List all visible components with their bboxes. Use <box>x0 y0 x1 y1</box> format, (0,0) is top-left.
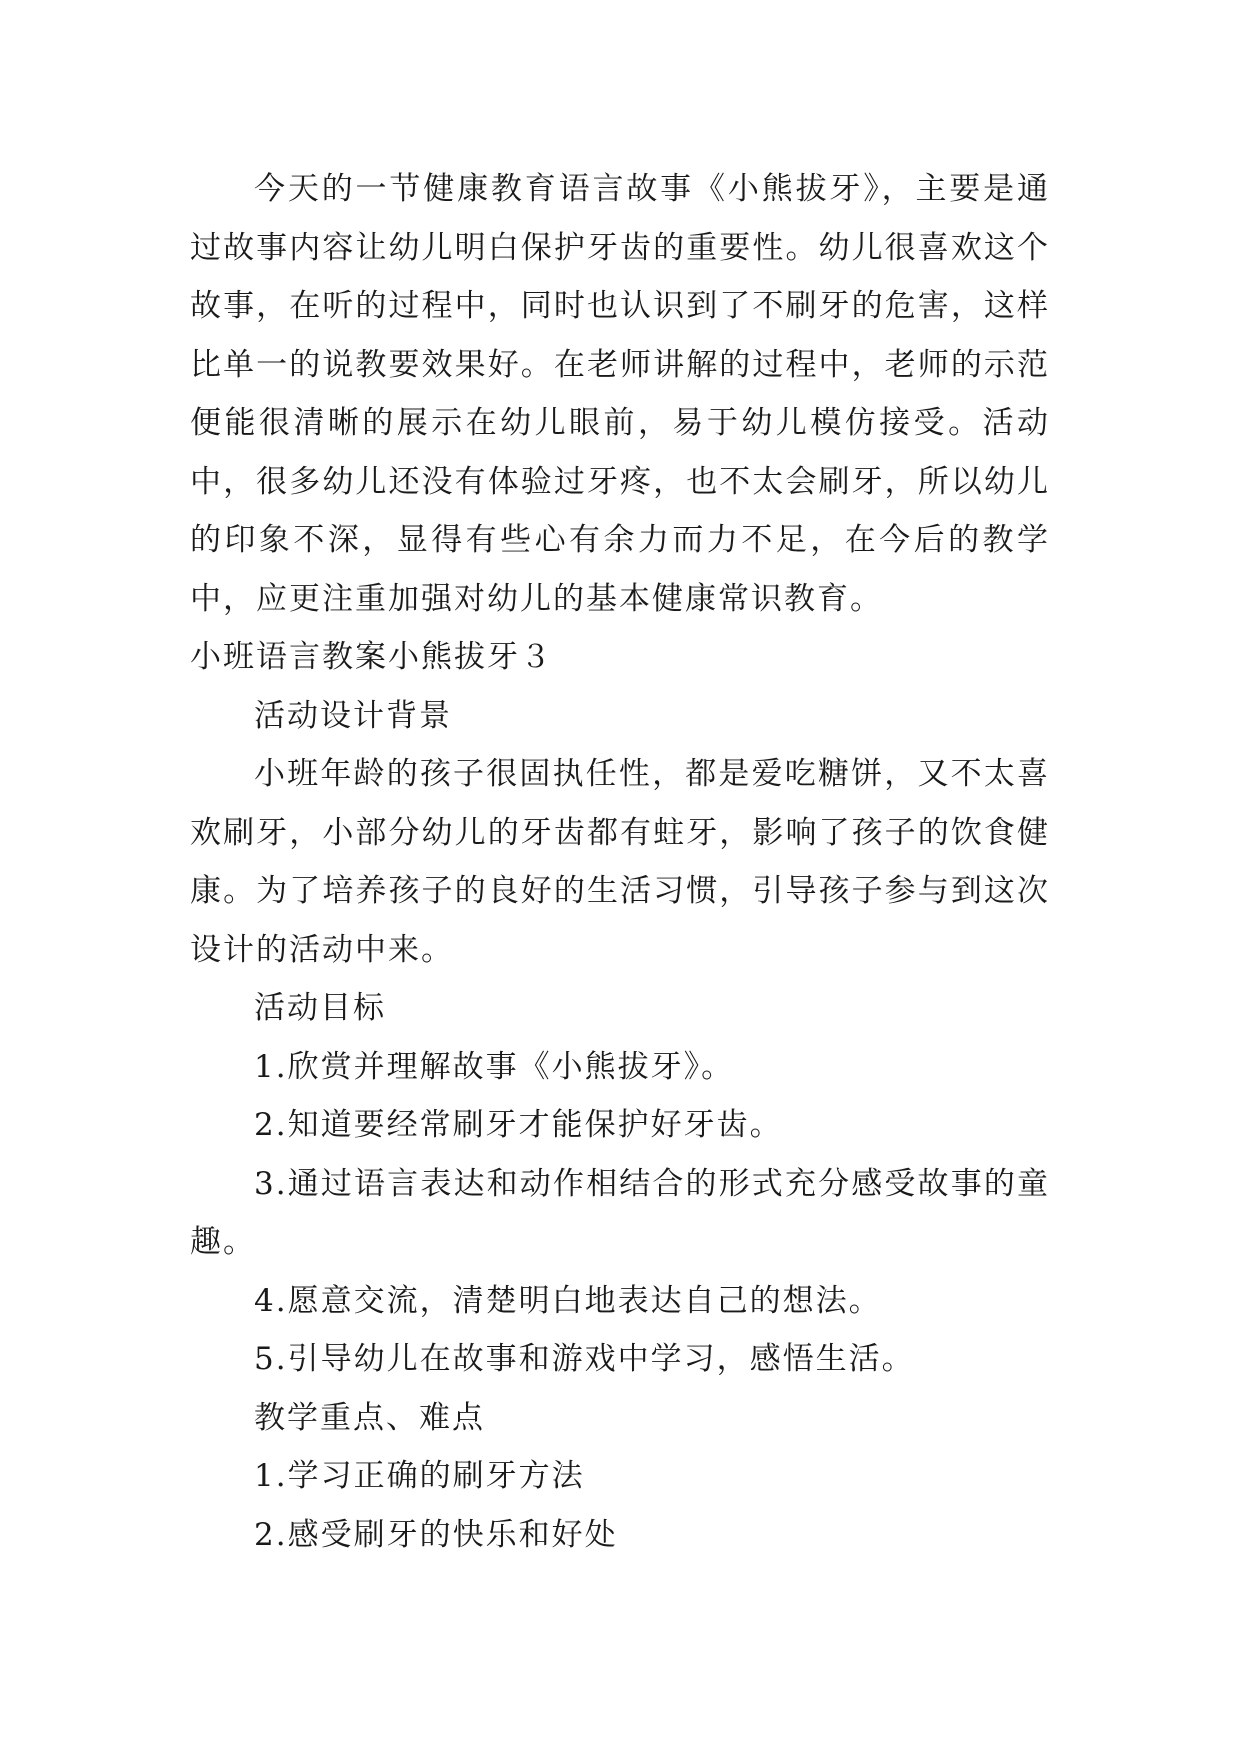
key-point-item: 2.感受刷牙的快乐和好处 <box>254 1516 618 1553</box>
reflection-paragraph: 今天的一节健康教育语言故事《小熊拔牙》，主要是通过故事内容让幼儿明白保护牙齿的重要性。幼儿很喜欢这个故事，在听的过程中，同时也认识到了不刷牙的危害，这样比单一的说教要效果好。在老师讲解的过程中，老师的示范便能很清晰的展示在幼儿眼前，易于幼儿模仿接受。活动中，很多幼儿还没有体验过牙疼，也不太会刷牙，所以幼儿的印象不深，显得有些心有余力而力不足，在今后的教学中，应更注重加强对幼儿的基本健康常识教育。 <box>190 171 1050 617</box>
goal-item: 5.引导幼儿在故事和游戏中学习，感悟生活。 <box>254 1341 915 1377</box>
background-paragraph: 小班年龄的孩子很固执任性，都是爱吃糖饼，又不太喜欢刷牙，小部分幼儿的牙齿都有蛀牙，影响了孩子的饮食健康。为了培养孩子的良好的生活习惯，引导孩子参与到这次设计的活动中来。 <box>190 756 1050 968</box>
key-point-item: 1.学习正确的刷牙方法 <box>254 1458 585 1494</box>
goal-item: 1.欣赏并理解故事《小熊拔牙》。 <box>254 1048 735 1085</box>
goal-item: 3.通过语言表达和动作相结合的形式充分感受故事的童趣。 <box>190 1165 1050 1260</box>
background-heading: 活动设计背景 <box>254 697 452 734</box>
key-points-heading: 教学重点、难点 <box>254 1399 485 1436</box>
section-title: 小班语言教案小熊拔牙３ <box>190 639 553 675</box>
document-body <box>190 160 1050 1564</box>
goal-item: 4.愿意交流，清楚明白地表达自己的想法。 <box>254 1282 882 1319</box>
goals-heading: 活动目标 <box>254 990 386 1026</box>
goal-item: 2.知道要经常刷牙才能保护好牙齿。 <box>254 1107 783 1143</box>
